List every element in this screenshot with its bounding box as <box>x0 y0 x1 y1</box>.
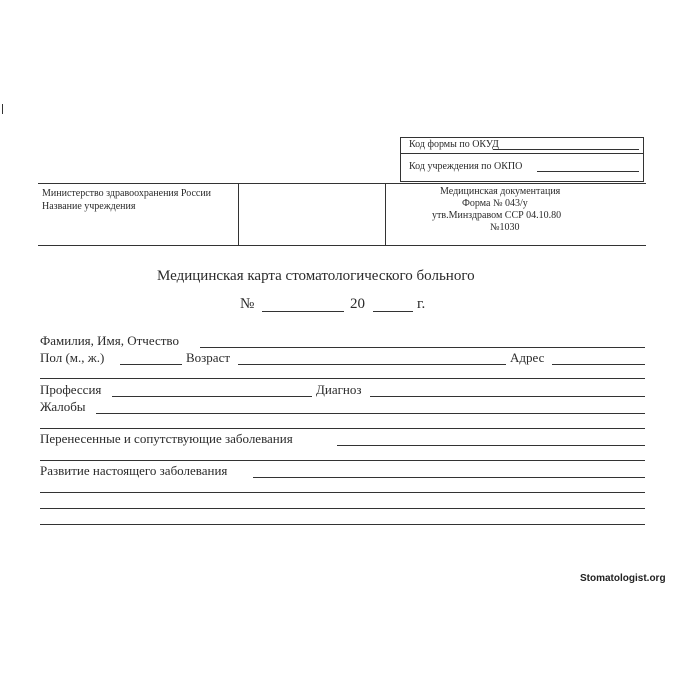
ministry-text: Министерство здравоохранения России <box>42 188 212 199</box>
current-disease-line-3[interactable] <box>40 508 645 509</box>
current-disease-label: Развитие настоящего заболевания <box>40 463 228 478</box>
doc-type-line-1: Медицинская документация <box>440 186 561 197</box>
address-label: Адрес <box>510 350 545 365</box>
edge-mark <box>2 104 3 114</box>
current-disease-line-2[interactable] <box>40 492 645 493</box>
current-disease-line-4[interactable] <box>40 524 645 525</box>
age-label: Возраст <box>186 350 231 365</box>
complaints-line[interactable] <box>96 413 645 414</box>
okud-label: Код формы по ОКУД <box>409 139 499 150</box>
year-suffix: г. <box>417 296 426 312</box>
institution-text: Название учреждения <box>42 201 136 212</box>
past-diseases-line[interactable] <box>337 445 645 446</box>
year-prefix: 20 <box>350 296 365 312</box>
profession-label: Профессия <box>40 382 102 397</box>
current-disease-line[interactable] <box>253 477 645 478</box>
complaints-line-2[interactable] <box>40 428 645 429</box>
fio-line[interactable] <box>200 347 645 348</box>
sex-line[interactable] <box>120 364 182 365</box>
header-top-border <box>38 183 646 184</box>
diagnosis-line[interactable] <box>370 396 645 397</box>
okpo-field-line[interactable] <box>537 171 639 172</box>
doc-type-line-4: №1030 <box>490 222 520 233</box>
card-number-label: № <box>240 296 255 312</box>
year-line[interactable] <box>373 311 413 312</box>
address-line-2[interactable] <box>40 378 645 379</box>
watermark: Stomatologist.org <box>580 573 666 584</box>
past-diseases-label: Перенесенные и сопутствующие заболевания <box>40 431 293 446</box>
page-title: Медицинская карта стоматологического больного <box>157 268 475 284</box>
profession-line[interactable] <box>112 396 312 397</box>
sex-label: Пол (м., ж.) <box>40 350 105 365</box>
header-divider-right <box>385 183 386 245</box>
fio-label: Фамилия, Имя, Отчество <box>40 333 179 348</box>
complaints-label: Жалобы <box>40 399 86 414</box>
okpo-label: Код учреждения по ОКПО <box>409 161 523 172</box>
diagnosis-label: Диагноз <box>316 382 362 397</box>
address-line[interactable] <box>552 364 645 365</box>
header-divider-left <box>238 183 239 245</box>
card-number-line[interactable] <box>262 311 344 312</box>
doc-type-line-3: утв.Минздравом ССР 04.10.80 <box>432 210 562 221</box>
past-diseases-line-2[interactable] <box>40 460 645 461</box>
doc-type-line-2: Форма № 043/у <box>462 198 528 209</box>
header-bottom-border <box>38 245 646 246</box>
age-line[interactable] <box>238 364 506 365</box>
okud-field-line[interactable] <box>493 149 639 150</box>
